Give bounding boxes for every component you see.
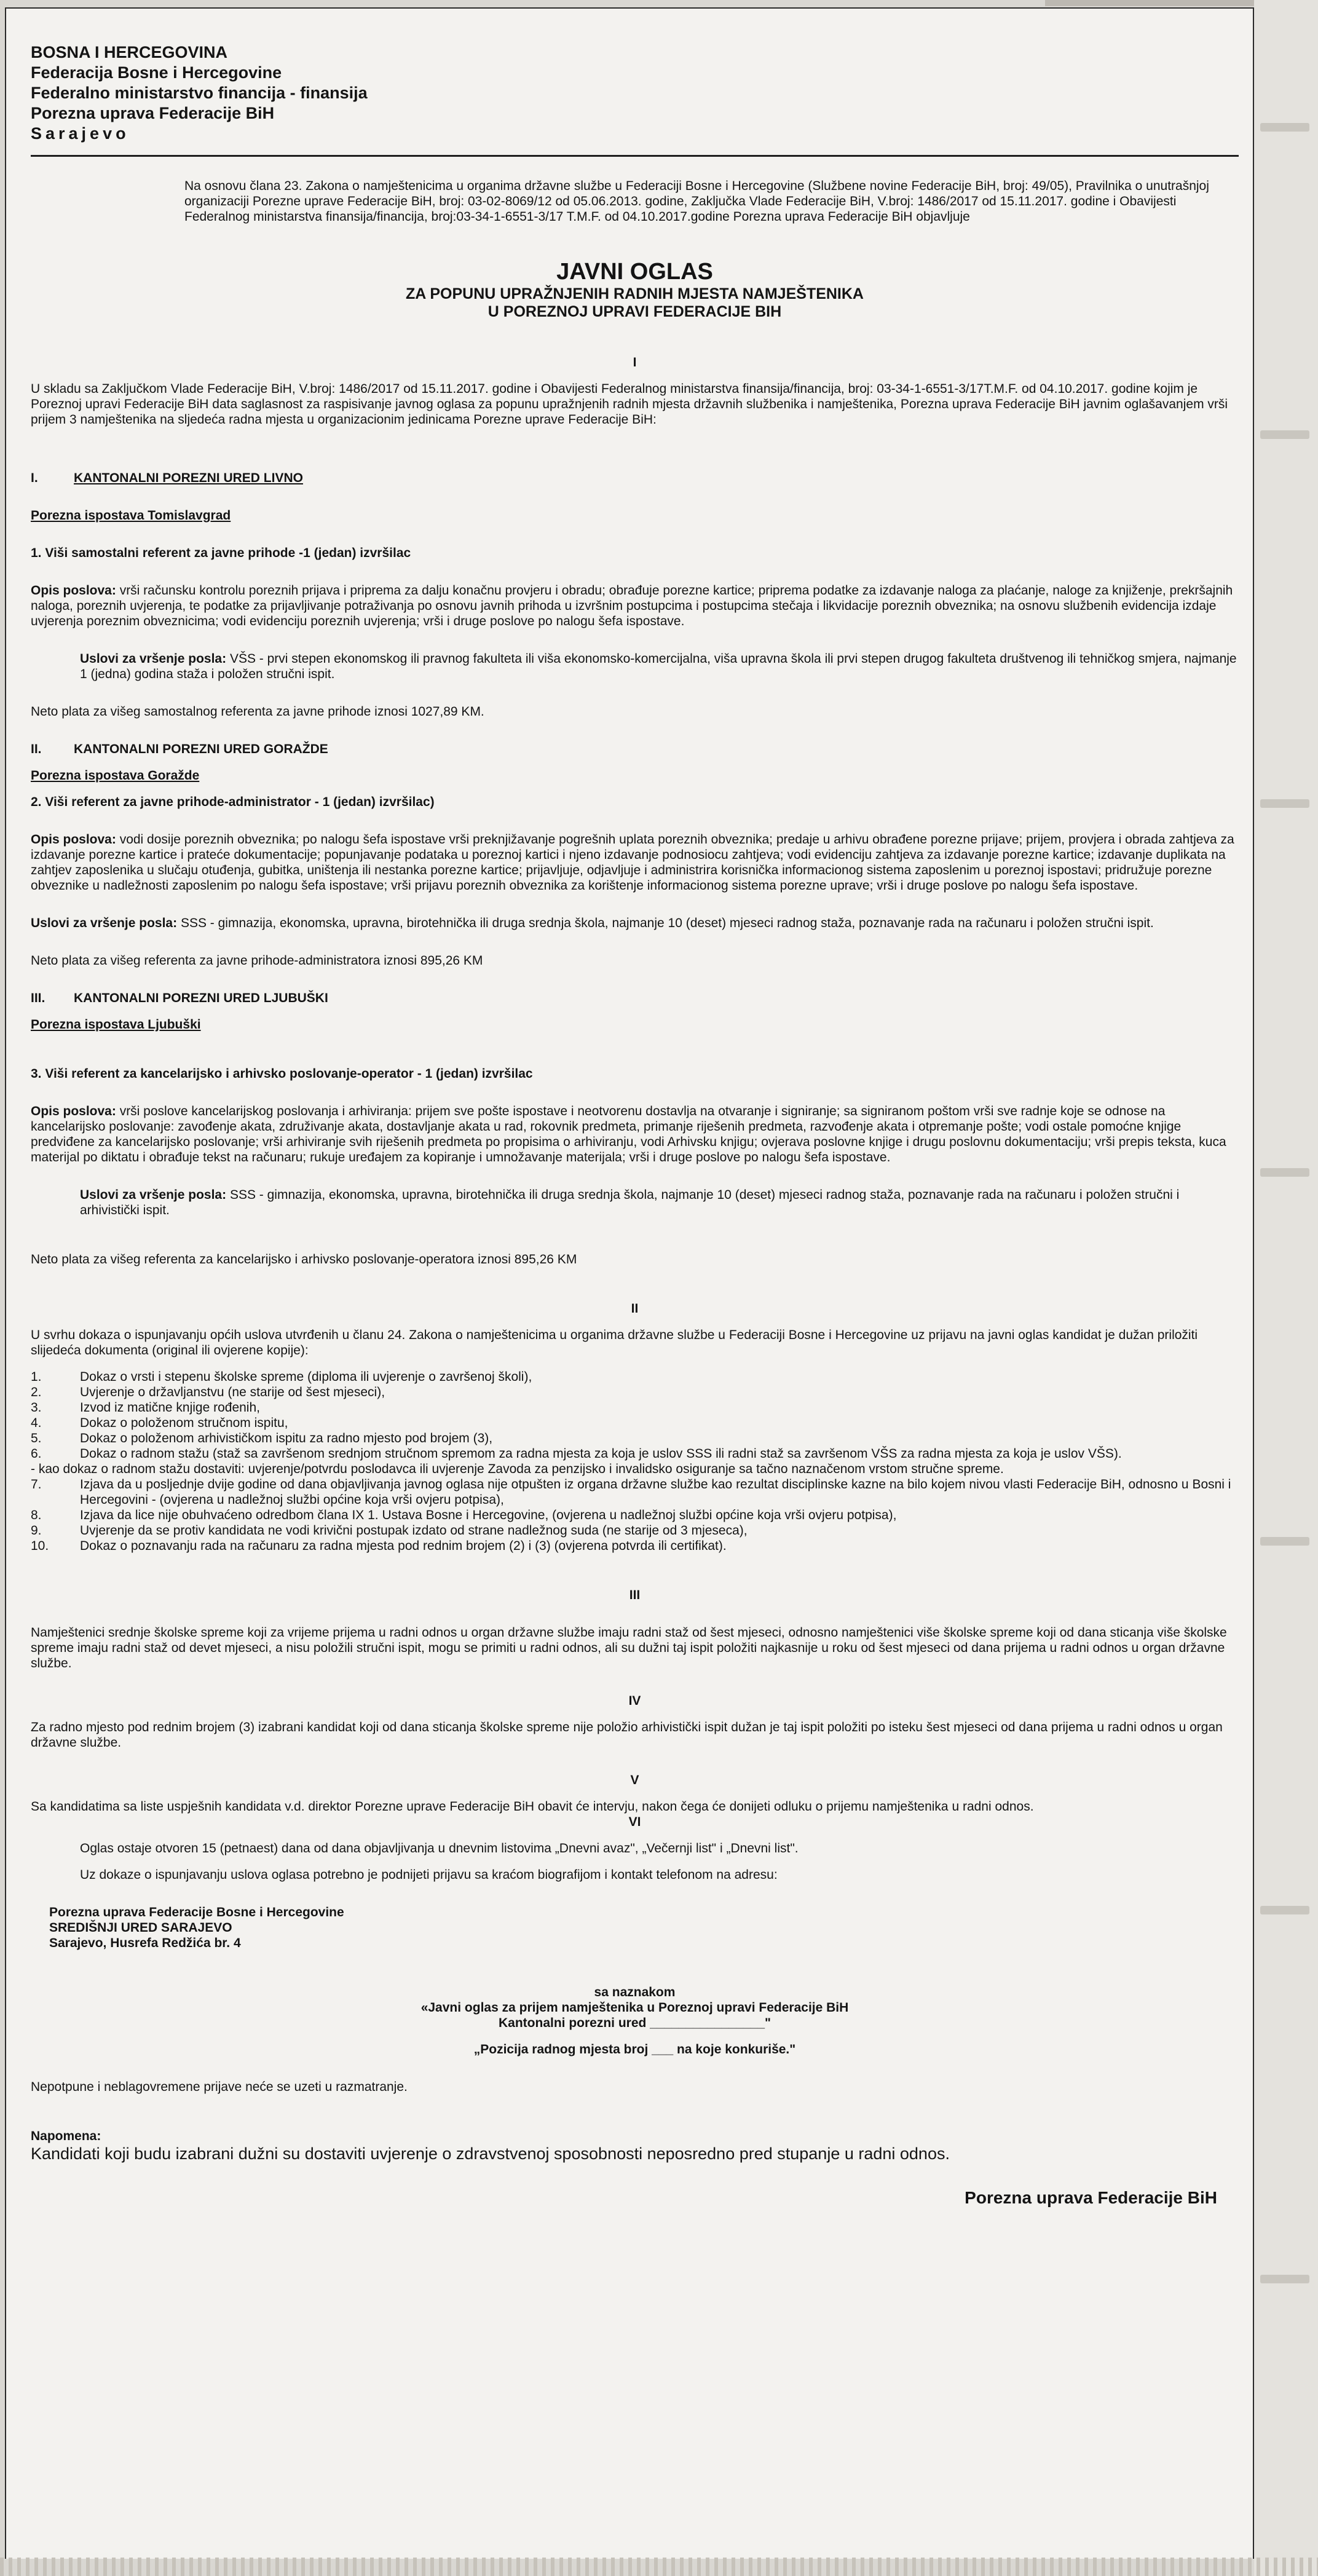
document-item [31, 1523, 1239, 1538]
document-item [31, 1400, 1239, 1415]
duties-text: vodi dosije poreznih obveznika; po nalogu šefa ispostave vrši preknjižavanje pogrešnih uplata poreznih obveznika; predaje u arhivu obrađene porezne prijave; prijem, provjera i obrada zahtjeva za izdavanje porezne kartice i prateće dokumentacije; popunjavanje podataka u poreznoj kartici i njeno izdavanje podnosiocu zahtjeva; vodi evidenciju zahtjeva za izdavanje porezne kartice; izdavanje duplikata na zahtjev zaposlenika u slučaju otuđenja, gubitka, uništenja ili nestanka porezne kartice; prijavljuje, odjavljuje i administrira korisnička informacionog sistema zaposlenim u poreznoj ispostavi; pridružuje porezne obveznike u nadležnosti zaposlenim po nalogu šefa ispostave; vrši prijavu poreznih obveznika za korištenje informacionog sistema porezne uprave; vrši i druge poslove po nalogu šefa ispostave. [31, 832, 1234, 893]
office-number: I. [31, 471, 38, 485]
address-street: Sarajevo, Husrefa Redžića br. 4 [49, 1936, 241, 1950]
header-rule [31, 155, 1239, 157]
issuer-header [31, 42, 1239, 144]
ghost-line [1260, 799, 1309, 808]
document-text: Uvjerenje o državljanstvu (ne starije od šest mjeseci), [80, 1385, 385, 1399]
section-VI-text: Oglas ostaje otvoren 15 (petnaest) dana od dana objavljivanja u dnevnim listovima „Dnevni avaz", „Večernji list" i „Dnevni list". [80, 1841, 799, 1855]
section-I-numeral: I [633, 355, 637, 369]
document-text: Dokaz o vrsti i stepenu školske spreme (diploma ili uvjerenje o završenoj školi), [80, 1370, 532, 1384]
ghost-line [1260, 1537, 1309, 1546]
address-office: SREDIŠNJI URED SARAJEVO [49, 1921, 232, 1935]
section-II-text: U svrhu dokaza o ispunjavanju općih uslova utvrđenih u članu 24. Zakona o namještenicima u organima državne službe u Federaciji Bosne i Hercegovine uz prijavu na javni oglas kandidat je dužan priložiti slijedeća dokumenta (original ili ovjerene kopije): [31, 1328, 1198, 1357]
title-main: JAVNI OGLAS [556, 259, 713, 285]
conditions-label: Uslovi za vršenje posla: [80, 1188, 227, 1202]
document-item [31, 1415, 1239, 1431]
ghost-line [1260, 123, 1309, 132]
duties-paragraph [31, 832, 1239, 893]
salary-text: Neto plata za višeg samostalnog referenta za javne prihode iznosi 1027,89 KM. [31, 705, 484, 719]
duties-text: vrši poslove kancelarijskog poslovanja i arhiviranja: prijem sve pošte ispostave i neotvorenu dostavlja na otvaranje i signiranje; sa signiranom poštom vrši sve radnje koje se odnose na kancelarijsko poslovanje: zavođenje akata, združivanje akata, dostavljanje akata u rad, rokovnik predmeta, primanje riješenih predmeta, razvođenje akata i otpremanje pošte; vodi ostale pomoćne knjige predviđene za kancelarijsko poslovanje; vrši arhiviranje svih riješenih predmeta po propisima o arhiviranju, vodi Arhivsku knjigu; ovjerava poslovne knjige i drugu poslovnu dokumentaciju; vrši prepis teksta, kuca materijal po diktatu i obrađuje tekst na računaru; rukuje uređajem za kopiranje i umnožavanje materijala; vrši i druge poslove po nalogu šefa ispostave. [31, 1104, 1226, 1164]
document-number: 10. [31, 1539, 49, 1553]
header-agency: Porezna uprava Federacije BiH [31, 104, 275, 122]
header-country: BOSNA I HERCEGOVINA [31, 43, 228, 61]
conditions-text: SSS - gimnazija, ekonomska, upravna, birotehnička ili druga srednja škola, najmanje 10 (deset) mjeseci radnog staža, poznavanje rada na računaru i položen stručni i arhivistički ispit. [80, 1188, 1180, 1217]
position-title: 1. Viši samostalni referent za javne prihode -1 (jedan) izvršilac [31, 546, 411, 560]
document-number: 6. [31, 1447, 42, 1461]
title-sub1: ZA POPUNU UPRAŽNJENIH RADNIH MJESTA NAMJEŠTENIKA [406, 285, 864, 302]
document-text: Dokaz o radnom stažu (staž sa završenom srednjom stručnom spremom za radna mjesta za koja je uslov SSS ili radni staž sa završenom VŠS za radna mjesta za koja je uslov VŠS). [80, 1447, 1122, 1461]
document-number: 1. [31, 1370, 42, 1384]
newspaper-ad-page [5, 7, 1254, 2559]
document-number: 2. [31, 1385, 42, 1399]
document-number: 3. [31, 1401, 42, 1415]
document-text: Izvod iz matične knjige rođenih, [80, 1401, 260, 1415]
ad-content [31, 42, 1239, 2208]
office-number: II. [31, 742, 42, 756]
office-name: KANTONALNI POREZNI URED LJUBUŠKI [74, 991, 328, 1005]
section-IV-numeral: IV [628, 1694, 641, 1708]
envelope-line2: «Javni oglas za prijem namještenika u Poreznoj upravi Federacije BiH [420, 2001, 849, 2015]
title-sub2: U POREZNOJ UPRAVI FEDERACIJE BIH [487, 303, 782, 320]
office-name: KANTONALNI POREZNI URED GORAŽDE [74, 742, 328, 756]
ghost-line [1260, 1168, 1309, 1177]
salary-text: Neto plata za višeg referenta za javne prihode-administratora iznosi 895,26 KM [31, 954, 483, 968]
document-item [31, 1369, 1239, 1385]
envelope-line4: „Pozicija radnog mjesta broj ___ na koje konkuriše." [473, 2042, 796, 2056]
document-text: - kao dokaz o radnom stažu dostaviti: uvjerenje/potvrdu poslodavca ili uvjerenje Zavoda za penzijsko i invalidsko osiguranje sa tačno naznačenom vrstom stručne spreme. [31, 1462, 1004, 1476]
section-V-numeral: V [630, 1773, 639, 1787]
duties-label: Opis poslova: [31, 583, 116, 598]
office-name: KANTONALNI POREZNI URED LIVNO [74, 471, 303, 485]
document-number: 9. [31, 1523, 42, 1538]
conditions-paragraph [31, 1187, 1239, 1218]
position-title: 3. Viši referent za kancelarijsko i arhivsko poslovanje-operator - 1 (jedan) izvršilac [31, 1067, 533, 1081]
office-number: III. [31, 991, 45, 1005]
note-text: Kandidati koji budu izabrani dužni su dostaviti uvjerenje o zdravstvenoj sposobnosti neposredno pred stupanje u radni odnos. [31, 2144, 950, 2163]
document-item [31, 1507, 1239, 1523]
envelope-line1: sa naznakom [594, 1985, 676, 1999]
signature: Porezna uprava Federacije BiH [965, 2188, 1217, 2207]
mailing-address [31, 1905, 1239, 1951]
document-number: 8. [31, 1508, 42, 1522]
document-number: 4. [31, 1416, 42, 1430]
duties-text: vrši računsku kontrolu poreznih prijava i priprema za dalju konačnu provjeru i obradu; obrađuje porezne kartice; priprema podatke za izdavanje naloga za plaćanje, naloge za knjiženje, prekršajnih naloga, poreznih uvjerenja, te podatke za prijavljivanje potraživanja po osnovu javnih prihoda u izvršnim postupcima i postupcima stečaja i likvidacije poreznih obveznika; na osnovu službenih evidencija izdaje uvjerenja poreznim obveznicima; vodi evidenciju poreznih uvjerenja; vrši i druge poslove po nalogu šefa ispostave. [31, 583, 1233, 628]
required-documents-list [31, 1369, 1239, 1554]
incomplete-applications-note: Nepotpune i neblagovremene prijave neće se uzeti u razmatranje. [31, 2080, 408, 2094]
conditions-text: VŠS - prvi stepen ekonomskog ili pravnog fakulteta ili viša ekonomsko-komercijalna, viša upravna škola ili prvi stepen drugog fakulteta društvenog ili tehničkog smjera, najmanje 1 (jedna) godina staža i položen stručni ispit. [80, 652, 1237, 681]
office-heading [31, 990, 1239, 1006]
section-V-text: Sa kandidatima sa liste uspješnih kandidata v.d. direktor Porezne uprave Federacije BiH obavit će intervju, nakon čega će donijeti odluku o prijemu namještenika u radni odnos. [31, 1800, 1034, 1814]
page-perforation [0, 2558, 1318, 2576]
document-text: Dokaz o poznavanju rada na računaru za radna mjesta pod rednim brojem (2) i (3) (ovjerena potvrda ili certifikat). [80, 1539, 727, 1553]
section-VI-numeral: VI [628, 1815, 641, 1829]
conditions-text: SSS - gimnazija, ekonomska, upravna, birotehnička ili druga srednja škola, najmanje 10 (deset) mjeseci radnog staža, poznavanje rada na računaru i položen stručni ispit. [177, 916, 1154, 930]
document-text: Izjava da u posljednje dvije godine od dana objavljivanja javnog oglasa nije otpušten iz organa državne službe kao rezultat disciplinske kazne na bilo kojem nivou vlasti Federacije BiH, odnosno u Bosni i Hercegovini - (ovjerena u nadležnoj službi općine koja vrši ovjeru potpisa), [80, 1477, 1231, 1507]
conditions-paragraph [31, 915, 1239, 931]
office-heading [31, 741, 1239, 757]
conditions-label: Uslovi za vršenje posla: [80, 652, 227, 666]
document-item [31, 1446, 1239, 1461]
document-item [31, 1461, 1239, 1477]
document-number: 5. [31, 1431, 42, 1445]
conditions-label: Uslovi za vršenje posla: [31, 916, 178, 930]
salary-text: Neto plata za višeg referenta za kancelarijsko i arhivsko poslovanje-operatora iznosi 895,26 KM [31, 1252, 577, 1266]
document-number: 7. [31, 1477, 42, 1491]
conditions-paragraph [31, 651, 1239, 682]
header-ministry: Federalno ministarstvo financija - finansija [31, 84, 368, 102]
branch-name: Porezna ispostava Ljubuški [31, 1017, 201, 1032]
document-item [31, 1385, 1239, 1400]
intro-paragraph: Na osnovu člana 23. Zakona o namještenicima u organima državne službe u Federaciji Bosne i Hercegovine (Službene novine Federacije BiH, broj: 49/05), Pravilnika o unutrašnjoj organizaciji Porezne uprave Federacije BiH, broj: 03-02-8069/12 od 05.06.2013. godine, Zaključka Vlade Federacije BiH, V.broj: 1486/2017 od 15.11.2017. godine i Obavijesti Federalnog ministarstva finansija/financija, broj:03-34-1-6551-3/17 T.M.F. od 04.10.2017.godine Porezna uprava Federacije BiH objavljuje [184, 179, 1209, 224]
document-item [31, 1538, 1239, 1554]
office-heading [31, 470, 1239, 486]
header-federation: Federacija Bosne i Hercegovine [31, 63, 282, 82]
neighbor-page-edge [1045, 0, 1254, 6]
ghost-line [1260, 430, 1309, 439]
duties-paragraph [31, 583, 1239, 629]
document-item [31, 1431, 1239, 1446]
position-title: 2. Viši referent za javne prihode-administrator - 1 (jedan) izvršilac) [31, 795, 435, 809]
section-II-numeral: II [631, 1302, 639, 1316]
envelope-line3: Kantonalni porezni ured ________________" [499, 2016, 771, 2030]
envelope-marking [31, 1985, 1239, 2057]
section-IV-text: Za radno mjesto pod rednim brojem (3) izabrani kandidat koji od dana sticanja školske spreme nije položio arhivistički ispit dužan je taj ispit položiti po isteku šest mjeseci od dana prijema u radni odnos u organ državne službe. [31, 1720, 1223, 1750]
branch-name: Porezna ispostava Goražde [31, 768, 200, 783]
document-text: Izjava da lice nije obuhvaćeno odredbom člana IX 1. Ustava Bosne i Hercegovine, (ovjerena u nadležnoj službi općine koja vrši ovjeru potpisa), [80, 1508, 897, 1522]
note-label: Napomena: [31, 2129, 101, 2143]
section-I-text: U skladu sa Zaključkom Vlade Federacije BiH, V.broj: 1486/2017 od 15.11.2017. godine i Obavijesti Federalnog ministarstva finansija/financija, broj: 03-34-1-6551-3/17T.M.F. od 04.10.2017. godine kojim je Poreznoj upravi Federacije BiH data saglasnost za raspisivanje javnog oglasa za popunu upražnjenih radnih mjesta državnih službenika i namještenika, Porezna uprava Federacije BiH javnim oglašavanjem vrši prijem 3 namještenika na sljedeća radna mjesta u organizacionim jedinicama Porezne uprave Federacije BiH: [31, 382, 1228, 427]
document-text: Dokaz o položenom stručnom ispitu, [80, 1416, 288, 1430]
document-item [31, 1477, 1239, 1507]
address-org: Porezna uprava Federacije Bosne i Hercegovine [49, 1905, 344, 1919]
document-text: Dokaz o položenom arhivističkom ispitu za radno mjesto pod brojem (3), [80, 1431, 493, 1445]
ghost-line [1260, 2275, 1309, 2283]
duties-paragraph [31, 1104, 1239, 1165]
section-VI-address-intro: Uz dokaze o ispunjavanju uslova oglasa potrebno je podnijeti prijavu sa kraćom biografijom i kontakt telefonom na adresu: [80, 1868, 778, 1882]
section-III-text: Namještenici srednje školske spreme koji za vrijeme prijema u radni odnos u organ državne službe imaju radni staž od šest mjeseci, odnosno namještenici više školske spreme koji od dana sticanja više školske spreme imaju radni staž od devet mjeseci, a nisu položili stručni ispit, mogu se primiti u radni odnos, ali su dužni taj ispit položiti najkasnije u roku od šest mjeseci od dana prijema u radni odnos u organ državne službe. [31, 1626, 1227, 1670]
header-city: Sarajevo [31, 124, 130, 143]
ad-title [31, 258, 1239, 321]
branch-name: Porezna ispostava Tomislavgrad [31, 508, 231, 523]
ghost-line [1260, 1906, 1309, 1914]
section-III-numeral: III [629, 1588, 641, 1602]
duties-label: Opis poslova: [31, 1104, 116, 1118]
duties-label: Opis poslova: [31, 832, 116, 847]
document-text: Uvjerenje da se protiv kandidata ne vodi krivični postupak izdato od strane nadležnog suda (ne starije od 3 mjeseca), [80, 1523, 748, 1538]
adjacent-page-strip [1254, 0, 1318, 2576]
